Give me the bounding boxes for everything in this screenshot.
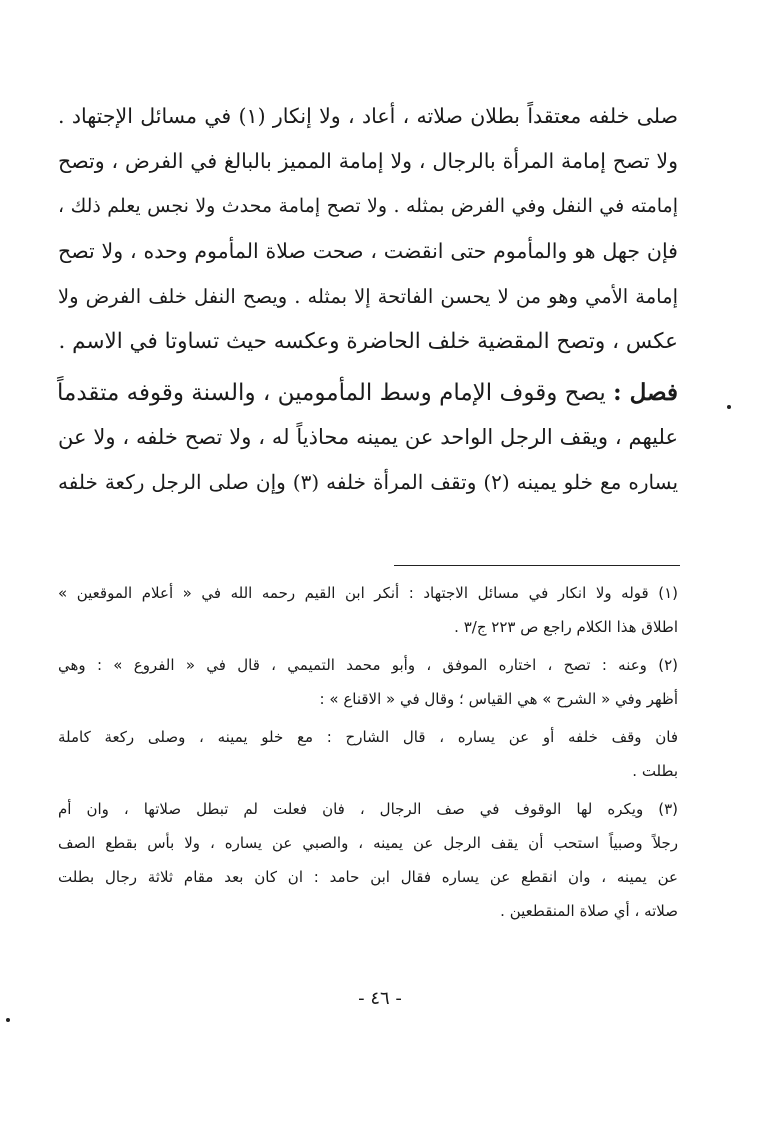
- footnote-line: رجلاً وصبياً استحب أن يقف الرجل عن يمينه ، والصبي عن يساره ، ولا بأس بقطع الصف: [58, 834, 678, 852]
- footnote-line: فان وقف خلفه أو عن يساره ، قال الشارح : مع خلو يمينه ، وصلى ركعة كاملة: [58, 728, 678, 746]
- footnote-line: اطلاق هذا الكلام راجع ص ٢٢٣ ج/٣ .: [454, 618, 678, 636]
- text-line: صلى خلفه معتقداً بطلان صلاته ، أعاد ، ولا إنكار (١) في مسائل الإجتهاد .: [58, 104, 678, 128]
- footnote: [58, 720, 678, 788]
- footnote-line: صلاته ، أي صلاة المنقطعين .: [500, 902, 678, 920]
- text-line: فإن جهل هو والمأموم حتى انقضت ، صحت صلاة المأموم وحده ، ولا تصح: [58, 239, 678, 263]
- section-first-line: [58, 370, 678, 415]
- footnote: [58, 576, 678, 644]
- text-line: عكس ، وتصح المقضية خلف الحاضرة وعكسه حيث تساوتا في الاسم .: [58, 329, 678, 354]
- footnote-line: (١) قوله ولا انكار في مسائل الاجتهاد : أنكر ابن القيم رحمه الله في « أعلام الموقعين »: [58, 584, 678, 602]
- footnote-line: أظهر وفي « الشرح » هي القياس ؛ وقال في « الاقناع » :: [319, 690, 678, 708]
- text-line: إمامة الأمي وهو من لا يحسن الفاتحة إلا بمثله . ويصح النفل خلف الفرض ولا: [58, 285, 678, 308]
- page-number: - ٤٦ -: [358, 988, 402, 1009]
- text-line: عليهم ، ويقف الرجل الواحد عن يمينه محاذياً له ، ولا تصح خلفه ، ولا عن: [58, 425, 678, 449]
- section-label: فصل :: [613, 379, 678, 406]
- footnotes: [58, 576, 678, 932]
- text-line: ولا تصح إمامة المرأة بالرجال ، ولا إمامة المميز بالبالغ في الفرض ، وتصح: [58, 149, 678, 173]
- footnote: [58, 792, 678, 928]
- footnote: [58, 648, 678, 716]
- text-line: إمامته في النفل وفي الفرض بمثله . ولا تصح إمامة محدث ولا نجس يعلم ذلك ،: [58, 195, 678, 217]
- text-line: يساره مع خلو يمينه (٢) وتقف المرأة خلفه (٣) وإن صلى الرجل ركعة خلفه: [58, 470, 679, 494]
- footnote-separator: [394, 565, 680, 566]
- footnote-line: بطلت .: [632, 762, 678, 780]
- margin-mark: [727, 405, 731, 409]
- margin-mark: [6, 1018, 10, 1022]
- footnote-line: (٢) وعنه : تصح ، اختاره الموفق ، وأبو محمد التميمي ، قال في « الفروع » : وهي: [58, 656, 678, 674]
- footnote-line: عن يمينه ، وان انقطع عن يساره فقال ابن حامد : ان كان بعد مقام ثلاثة رجال بطلت: [58, 868, 678, 886]
- section-first-line-text: يصح وقوف الإمام وسط المأمومين ، والسنة وقوفه متقدماً: [57, 380, 606, 406]
- footnote-line: (٣) ويكره لها الوقوف في صف الرجال ، فان فعلت لم تبطل صلاتها ، وان أم: [58, 800, 678, 818]
- main-text: [58, 94, 678, 505]
